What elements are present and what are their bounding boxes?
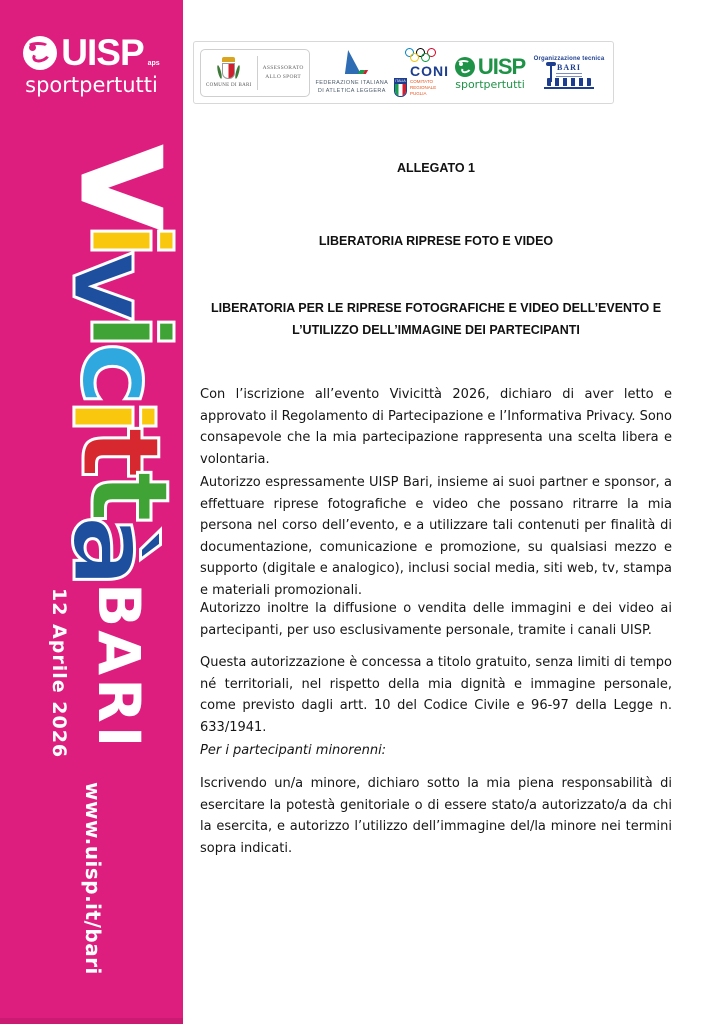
wordmark-letter: à (48, 514, 173, 580)
minors-section-heading: Per i partecipanti minorenni: (200, 743, 387, 758)
olympic-rings-icon (405, 48, 439, 62)
uisp-wordmark: UISP (61, 32, 144, 73)
uisp-tagline: sportpertutti (25, 73, 158, 97)
uisp-globe-icon (23, 36, 57, 70)
uisp-green-tagline: sportpertutti (455, 77, 525, 91)
sidebar-bottom-edge (0, 1018, 183, 1024)
coni-committee-label: COMITATO REGIONALE PUGLIA (410, 78, 437, 97)
release-title: LIBERATORIA RIPRESE FOTO E VIDEO (318, 234, 554, 248)
bari-road-runners-emblem-icon: BARI (542, 64, 596, 90)
comune-di-bari-logo (200, 49, 310, 97)
wordmark-letter: i (66, 313, 191, 343)
event-url: www.uisp.it/bari (81, 782, 105, 975)
coni-wordmark: CONI (410, 62, 450, 79)
paragraph-distribution: Autorizzo inoltre la diffusione o vendita delle immagini e dei video ai partecipanti, per uso esclusivamente personale, tramite i canali UISP. (200, 601, 672, 638)
vivicitta-wordmark (10, 108, 191, 618)
paragraph-legal: Questa autorizzazione è concessa a titolo gratuito, senza limiti di tempo né territoriali, nel rispetto della mia dignità e immagine personale, come previsto dagli artt. 10 del Codice Civile e 96-97 della Legge n. 633/1941. (200, 655, 672, 735)
uisp-header-logo (455, 53, 526, 91)
wordmark-letter: i (66, 221, 191, 251)
paragraph-minors: Iscrivendo un/a minore, dichiaro sotto la mia piena responsabilità di esercitare la potestà genitoriale o di essere stato/a autorizzato/a da chi la esercita, e autorizzo l’utilizzo dell’immagine del/la minore nei termini sopra indicati. (200, 776, 672, 856)
assessorato-label: ASSESSORATO ALLO SPORT (262, 65, 304, 80)
wordmark-letter: c (57, 342, 182, 399)
uisp-aps-suffix: aps (147, 60, 160, 67)
uisp-green-wordmark: UISP (477, 53, 526, 79)
wordmark-letter: t (57, 427, 182, 472)
uisp-green-globe-icon (455, 57, 475, 77)
fidal-logo (316, 50, 389, 96)
comune-caption: COMUNE DI BARI (206, 83, 252, 88)
italia-shield-icon: ITALIA (394, 78, 407, 97)
event-banner-sidebar (0, 0, 191, 1024)
release-subtitle: LIBERATORIA PER LE RIPRESE FOTOGRAFICHE E VIDEO DELL’EVENTO E L’UTILIZZO DELL’IMMAGINE DEI PARTECIPANTI (210, 301, 662, 337)
coni-logo (394, 48, 449, 98)
fidal-caption: FEDERAZIONE ITALIANA DI ATLETICA LEGGERA (315, 79, 389, 94)
paragraph-authorization: Autorizzo espressamente UISP Bari, insieme ai suoi partner e sponsor, a effettuare riprese fotografiche e video che possano ritrarre la mia persona nel corso dell’evento, e a utilizzare tali contenuti per finalità di documentazione, comunicazione e promozione, su qualsiasi mezzo e supporto (digitale e analogico), inclusi social media, siti web, tv, stampa e materiali promozionali. (200, 475, 672, 598)
attachment-title: ALLEGATO 1 (396, 161, 475, 175)
fidal-flag-icon (337, 50, 367, 76)
paragraph-registration: Con l’iscrizione all’evento Vivicittà 2026, dichiaro di aver letto e approvato il Regolamento di Partecipazione e l’Informativa Privacy. Sono consapevole che la mia partecipazione rappresenta una scelta libera e volontaria. (200, 387, 672, 467)
organizzazione-tecnica-label: Organizzazione tecnica (533, 55, 605, 62)
sponsor-logo-strip (193, 41, 614, 104)
wordmark-letter: V (57, 146, 182, 222)
comune-bari-crest-icon (220, 57, 237, 81)
event-date: 12 Aprile 2026 (48, 588, 70, 759)
organizzazione-tecnica-logo (531, 56, 607, 90)
wordmark-letter: i (48, 398, 173, 428)
wordmark-letter: t (66, 471, 191, 515)
uisp-sidebar-logo (0, 34, 183, 98)
wordmark-letter: v (48, 250, 173, 314)
event-city: BARI (85, 583, 153, 751)
